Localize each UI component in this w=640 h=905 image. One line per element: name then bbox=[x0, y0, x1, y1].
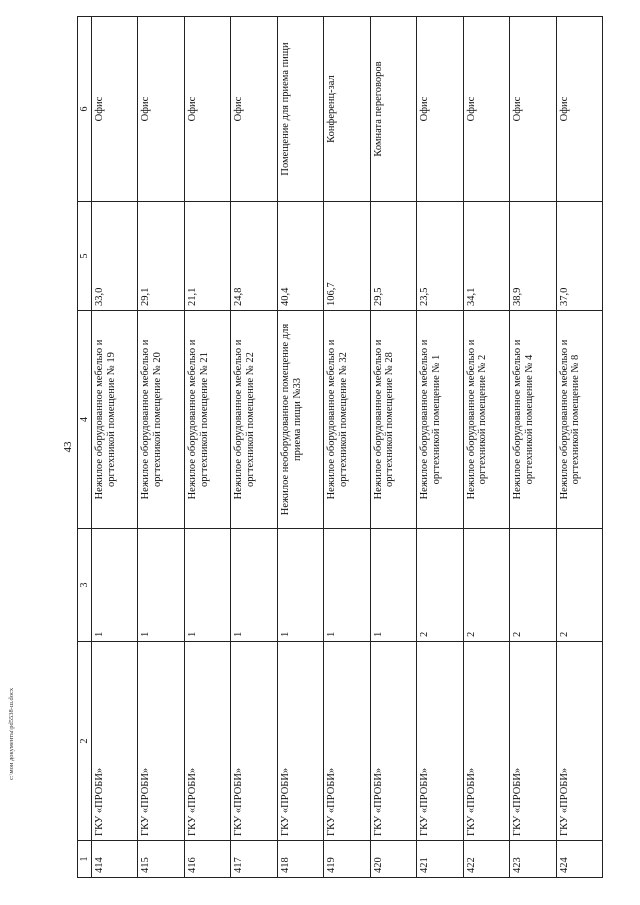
floor-cell: 2 bbox=[556, 529, 602, 642]
premises-description-cell: Нежилое оборудованное мебелью и оргтехникой помещение № 21 bbox=[184, 311, 230, 529]
floor-cell: 2 bbox=[463, 529, 509, 642]
organization-cell: ГКУ «ПРОБИ» bbox=[324, 642, 370, 841]
table-row bbox=[370, 17, 416, 878]
purpose-cell: Офис bbox=[92, 17, 138, 202]
premises-description-cell: Нежилое оборудованное мебелью и оргтехникой помещение № 20 bbox=[138, 311, 184, 529]
premises-description-cell: Нежилое оборудованное мебелью и оргтехникой помещение № 2 bbox=[463, 311, 509, 529]
row-number-cell: 418 bbox=[277, 841, 323, 878]
header-col-2: 2 bbox=[78, 642, 92, 841]
row-number-cell: 420 bbox=[370, 841, 416, 878]
area-cell: 106,7 bbox=[324, 202, 370, 311]
purpose-cell: Офис bbox=[463, 17, 509, 202]
header-col-5: 5 bbox=[78, 202, 92, 311]
table-row bbox=[417, 17, 463, 878]
property-table bbox=[77, 16, 603, 878]
purpose-cell: Помещение для приема пищи bbox=[277, 17, 323, 202]
table-row bbox=[92, 17, 138, 878]
premises-description-cell: Нежилое необорудованное помещение для приема пищи №33 bbox=[277, 311, 323, 529]
table-row bbox=[324, 17, 370, 878]
premises-description-cell: Нежилое оборудованное мебелью и оргтехникой помещение № 22 bbox=[231, 311, 277, 529]
row-number-cell: 421 bbox=[417, 841, 463, 878]
floor-cell: 2 bbox=[417, 529, 463, 642]
area-cell: 24,8 bbox=[231, 202, 277, 311]
floor-cell: 1 bbox=[92, 529, 138, 642]
table-row bbox=[138, 17, 184, 878]
row-number-cell: 423 bbox=[510, 841, 556, 878]
organization-cell: ГКУ «ПРОБИ» bbox=[231, 642, 277, 841]
table-row bbox=[277, 17, 323, 878]
area-cell: 33,0 bbox=[92, 202, 138, 311]
area-cell: 40,4 bbox=[277, 202, 323, 311]
floor-cell: 1 bbox=[277, 529, 323, 642]
premises-description-cell: Нежилое оборудованное мебелью и оргтехникой помещение № 8 bbox=[556, 311, 602, 529]
page-number: 43 bbox=[62, 441, 74, 453]
purpose-cell: Офис bbox=[231, 17, 277, 202]
area-cell: 38,9 bbox=[510, 202, 556, 311]
area-cell: 21,1 bbox=[184, 202, 230, 311]
floor-cell: 1 bbox=[138, 529, 184, 642]
table-row bbox=[510, 17, 556, 878]
purpose-cell: Конференц-зал bbox=[324, 17, 370, 202]
purpose-cell: Офис bbox=[510, 17, 556, 202]
organization-cell: ГКУ «ПРОБИ» bbox=[417, 642, 463, 841]
row-number-cell: 414 bbox=[92, 841, 138, 878]
organization-cell: ГКУ «ПРОБИ» bbox=[138, 642, 184, 841]
header-col-6: 6 bbox=[78, 17, 92, 202]
footer-file-path: c:\мои документы\pd5538-ш.docx bbox=[8, 687, 15, 780]
row-number-cell: 419 bbox=[324, 841, 370, 878]
table-row bbox=[463, 17, 509, 878]
row-number-cell: 416 bbox=[184, 841, 230, 878]
row-number-cell: 417 bbox=[231, 841, 277, 878]
premises-description-cell: Нежилое оборудованное мебелью и оргтехникой помещение № 19 bbox=[92, 311, 138, 529]
table-row bbox=[184, 17, 230, 878]
area-cell: 29,1 bbox=[138, 202, 184, 311]
organization-cell: ГКУ «ПРОБИ» bbox=[277, 642, 323, 841]
purpose-cell: Офис bbox=[138, 17, 184, 202]
purpose-cell: Офис bbox=[184, 17, 230, 202]
floor-cell: 1 bbox=[324, 529, 370, 642]
purpose-cell: Офис bbox=[556, 17, 602, 202]
organization-cell: ГКУ «ПРОБИ» bbox=[510, 642, 556, 841]
area-cell: 34,1 bbox=[463, 202, 509, 311]
organization-cell: ГКУ «ПРОБИ» bbox=[92, 642, 138, 841]
premises-description-cell: Нежилое оборудованное мебелью и оргтехникой помещение № 28 bbox=[370, 311, 416, 529]
organization-cell: ГКУ «ПРОБИ» bbox=[556, 642, 602, 841]
table-row bbox=[556, 17, 602, 878]
property-table-container bbox=[77, 43, 603, 878]
floor-cell: 1 bbox=[370, 529, 416, 642]
premises-description-cell: Нежилое оборудованное мебелью и оргтехникой помещение № 1 bbox=[417, 311, 463, 529]
organization-cell: ГКУ «ПРОБИ» bbox=[463, 642, 509, 841]
floor-cell: 2 bbox=[510, 529, 556, 642]
header-col-4: 4 bbox=[78, 311, 92, 529]
row-number-cell: 422 bbox=[463, 841, 509, 878]
premises-description-cell: Нежилое оборудованное мебелью и оргтехникой помещение № 32 bbox=[324, 311, 370, 529]
area-cell: 29,5 bbox=[370, 202, 416, 311]
purpose-cell: Офис bbox=[417, 17, 463, 202]
area-cell: 23,5 bbox=[417, 202, 463, 311]
premises-description-cell: Нежилое оборудованное мебелью и оргтехникой помещение № 4 bbox=[510, 311, 556, 529]
purpose-cell: Комната переговоров bbox=[370, 17, 416, 202]
area-cell: 37,0 bbox=[556, 202, 602, 311]
header-col-3: 3 bbox=[78, 529, 92, 642]
table-header-row bbox=[78, 17, 92, 878]
header-col-1: 1 bbox=[78, 841, 92, 878]
organization-cell: ГКУ «ПРОБИ» bbox=[370, 642, 416, 841]
table-row bbox=[231, 17, 277, 878]
floor-cell: 1 bbox=[231, 529, 277, 642]
floor-cell: 1 bbox=[184, 529, 230, 642]
row-number-cell: 424 bbox=[556, 841, 602, 878]
row-number-cell: 415 bbox=[138, 841, 184, 878]
organization-cell: ГКУ «ПРОБИ» bbox=[184, 642, 230, 841]
